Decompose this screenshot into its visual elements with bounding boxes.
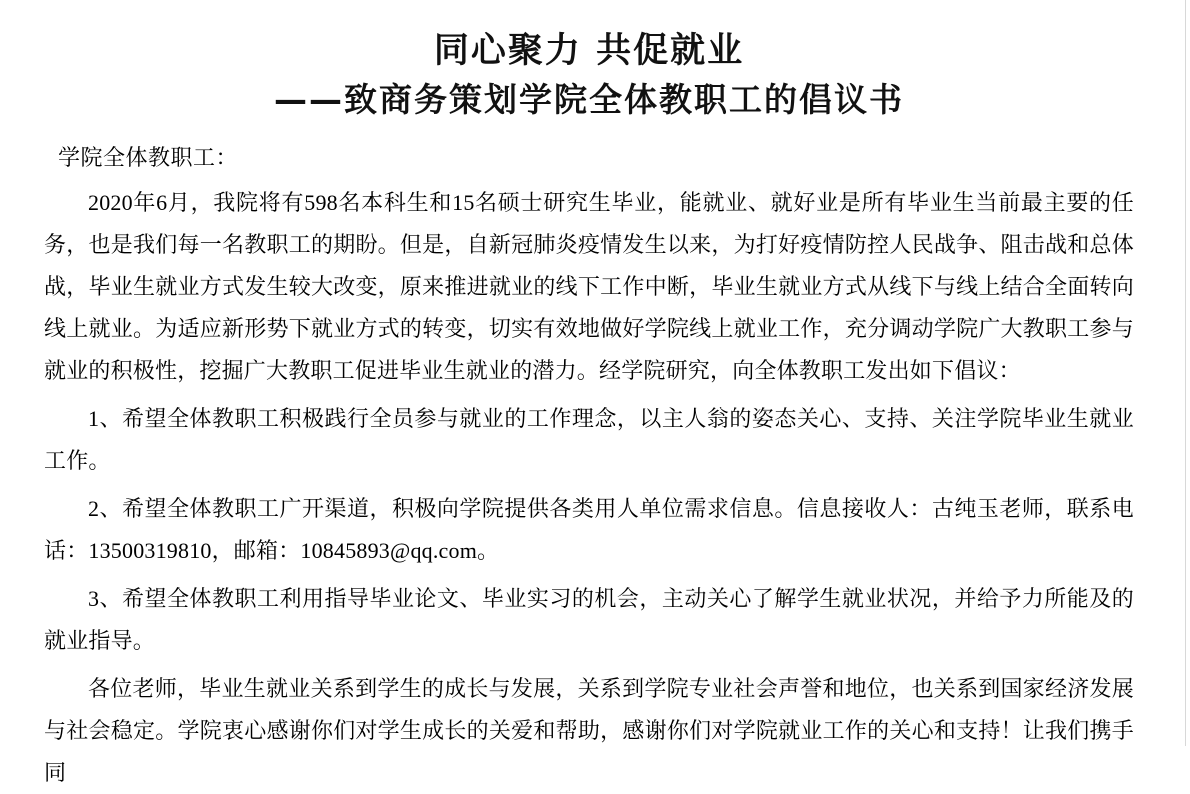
paragraph-1: 2020年6月，我院将有598名本科生和15名硕士研究生毕业，能就业、就好业是所有毕业生当前最主要的任务，也是我们每一名教职工的期盼。但是，自新冠肺炎疫情发生以来，为打好疫情防控人民战争、阻击战和总体战，毕业生就业方式发生较大改变，原来推进就业的线下工作中断，毕业生就业方式从线下与线上结合全面转向线上就业。为适应新形势下就业方式的转变，切实有效地做好学院线上就业工作，充分调动学院广大教职工参与就业的积极性，挖掘广大教职工促进毕业生就业的潜力。经学院研究，向全体教职工发出如下倡议： bbox=[44, 190, 1134, 383]
paragraph-3: 2、希望全体教职工广开渠道，积极向学院提供各类用人单位需求信息。信息接收人：古纯玉老师，联系电话：13500319810，邮箱：10845893@qq.com。 bbox=[44, 496, 1134, 563]
paragraph-4: 3、希望全体教职工利用指导毕业论文、毕业实习的机会，主动关心了解学生就业状况，并给予力所能及的就业指导。 bbox=[44, 586, 1134, 653]
page-right-edge bbox=[1185, 0, 1190, 746]
page-subtitle: ——致商务策划学院全体教职工的倡议书 bbox=[274, 80, 904, 119]
page-title: 同心聚力 共促就业 bbox=[433, 31, 745, 71]
paragraph-2: 1、希望全体教职工积极践行全员参与就业的工作理念，以主人翁的姿态关心、支持、关注学院毕业生就业工作。 bbox=[44, 406, 1134, 473]
paragraph-5: 各位老师，毕业生就业关系到学生的成长与发展，关系到学院专业社会声誉和地位，也关系到国家经济发展与社会稳定。学院衷心感谢你们对学生成长的关爱和帮助，感谢你们对学院就业工作的关心和支持！让我们携手同 bbox=[44, 676, 1134, 785]
document-title-block bbox=[44, 26, 1134, 124]
salutation: 学院全体教职工： bbox=[58, 145, 239, 170]
